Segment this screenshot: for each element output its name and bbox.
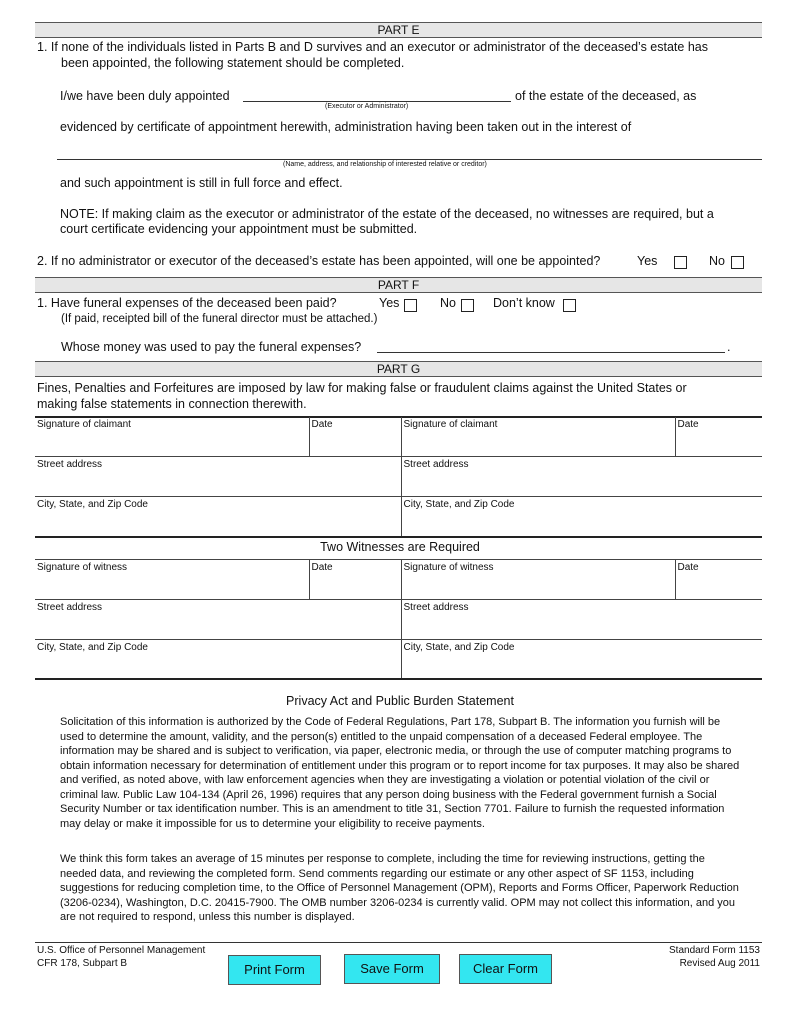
- part-e-q2-yes-label: Yes: [637, 254, 658, 268]
- claimant-street-left[interactable]: Street address: [35, 457, 401, 497]
- footer-cfr: CFR 178, Subpart B: [37, 958, 128, 969]
- witness-top-rule: [35, 536, 762, 538]
- witness-signature-left[interactable]: Signature of witness: [35, 560, 309, 600]
- footer-form-number: Standard Form 1153: [669, 945, 760, 956]
- witness-date-left[interactable]: Date: [309, 560, 401, 600]
- witness-table: [35, 559, 762, 679]
- part-g-header: PART G: [35, 361, 762, 377]
- claimant-date-right[interactable]: Date: [675, 417, 762, 457]
- witness-date-right[interactable]: Date: [675, 560, 762, 600]
- claimant-date-left[interactable]: Date: [309, 417, 401, 457]
- whose-money-field[interactable]: [377, 352, 725, 353]
- claimant-signature-left[interactable]: Signature of claimant: [35, 417, 309, 457]
- part-f-dont-know-label: Don’t know: [493, 296, 555, 310]
- witness-city-left[interactable]: City, State, and Zip Code: [35, 640, 401, 680]
- note-line1: NOTE: If making claim as the executor or administrator of the estate of the deceased, no witnesses are required, but a: [60, 207, 714, 221]
- witness-bottom-rule: [35, 678, 762, 680]
- footer-agency: U.S. Office of Personnel Management: [37, 945, 206, 956]
- part-f-note: (If paid, receipted bill of the funeral director must be attached.): [61, 313, 378, 325]
- evidenced-text: evidenced by certificate of appointment herewith, administration having been taken out in the interest of: [60, 120, 632, 134]
- claimant-signature-right[interactable]: Signature of claimant: [401, 417, 675, 457]
- whose-money-period: .: [727, 340, 731, 354]
- privacy-paragraph-1: Solicitation of this information is authorized by the Code of Federal Regulations, Part 178, Subpart B. The information you furnish will be used to determine the amount, validity, and the person(s) entitled to the unpaid compensation of a deceased Federal employee. The information may be shared and is subject to verification, via paper, electronic media, or through the use of computer matching programs to obtain information necessary for determination of entitlement under this program or to report income for tax purposes. It may also be shared and verified, as noted above, with law enforcement agencies when they are investigating a violation or potential violation of the civil or criminal law. Public Law 104-134 (April 26, 1996) requires that any person doing business with the Federal government furnish a Social Security Number or tax identification number. This is an amendment to title 31, Section 7701. Failure to furnish the requested information may delay or make it impossible for us to determine your eligibility to receive payments.: [60, 716, 740, 830]
- note-line2: court certificate evidencing your appointment must be submitted.: [60, 222, 418, 236]
- appointed-caption: (Executor or Administrator): [325, 103, 409, 110]
- claimant-street-right[interactable]: Street address: [401, 457, 762, 497]
- executor-or-administrator-field[interactable]: [243, 101, 511, 102]
- table-row: [35, 640, 762, 680]
- part-f-q1: 1. Have funeral expenses of the deceased been paid?: [37, 296, 337, 310]
- fines-line2: making false statements in connection therewith.: [37, 397, 307, 411]
- table-row: [35, 457, 762, 497]
- footer-rule: [35, 942, 762, 943]
- clear-form-button[interactable]: Clear Form: [459, 954, 552, 984]
- part-e-q2-no-checkbox[interactable]: [731, 256, 744, 269]
- still-in-force-text: and such appointment is still in full force and effect.: [60, 176, 343, 190]
- part-f-header: PART F: [35, 277, 762, 293]
- privacy-paragraph-2: We think this form takes an average of 15 minutes per response to complete, including the time for reviewing instructions, getting the needed data, and reviewing the completed form. Send comments regarding our estimate or any other aspect of SF 1153, including suggestions for reducing completion time, to the Office of Personnel Management (OPM), Reports and Forms Officer, Paperwork Reduction (3206-0234), Washington, D.C. 20415-7900. The OMB number 3206-0234 is currently valid. OPM may not collect this information, and you are not required to respond, unless this number is displayed.: [60, 853, 739, 923]
- witness-city-right[interactable]: City, State, and Zip Code: [403, 642, 515, 653]
- interest-caption: (Name, address, and relationship of interested relative or creditor): [283, 161, 487, 168]
- part-e-header: PART E: [35, 22, 762, 38]
- privacy-title: Privacy Act and Public Burden Statement: [286, 694, 514, 708]
- part-f-no-label: No: [440, 296, 456, 310]
- witness-title: Two Witnesses are Required: [320, 540, 480, 554]
- witness-street-left[interactable]: Street address: [35, 600, 401, 640]
- appointed-prefix: I/we have been duly appointed: [60, 89, 230, 103]
- part-f-no-checkbox[interactable]: [461, 299, 474, 312]
- claimant-table: [35, 417, 762, 536]
- whose-money-label: Whose money was used to pay the funeral expenses?: [61, 340, 362, 354]
- table-row: [35, 497, 762, 537]
- claimant-city-left[interactable]: City, State, and Zip Code: [35, 497, 401, 537]
- interested-party-field[interactable]: [57, 159, 762, 160]
- part-e-q2: 2. If no administrator or executor of the deceased’s estate has been appointed, will one be appointed?: [37, 254, 601, 268]
- fines-line1: Fines, Penalties and Forfeitures are imposed by law for making false or fraudulent claims against the United States or: [37, 381, 687, 395]
- table-row: [35, 417, 762, 457]
- witness-street-right[interactable]: Street address: [401, 600, 762, 640]
- table-row: [35, 560, 762, 600]
- part-f-yes-checkbox[interactable]: [404, 299, 417, 312]
- appointed-suffix: of the estate of the deceased, as: [515, 89, 697, 103]
- claimant-city-right[interactable]: City, State, and Zip Code: [403, 499, 515, 510]
- table-row: [35, 600, 762, 640]
- part-e-q2-yes-checkbox[interactable]: [674, 256, 687, 269]
- part-e-q1-line2: been appointed, the following statement should be completed.: [61, 56, 405, 70]
- part-e-q2-no-label: No: [709, 254, 725, 268]
- witness-signature-right[interactable]: Signature of witness: [401, 560, 675, 600]
- footer-revised: Revised Aug 2011: [679, 958, 760, 969]
- part-e-q1-line1: 1. If none of the individuals listed in Parts B and D survives and an executor or administrator of the deceased’s estate has: [37, 40, 708, 54]
- print-form-button[interactable]: Print Form: [228, 955, 321, 985]
- part-f-dont-know-checkbox[interactable]: [563, 299, 576, 312]
- save-form-button[interactable]: Save Form: [344, 954, 440, 984]
- part-f-yes-label: Yes: [379, 296, 400, 310]
